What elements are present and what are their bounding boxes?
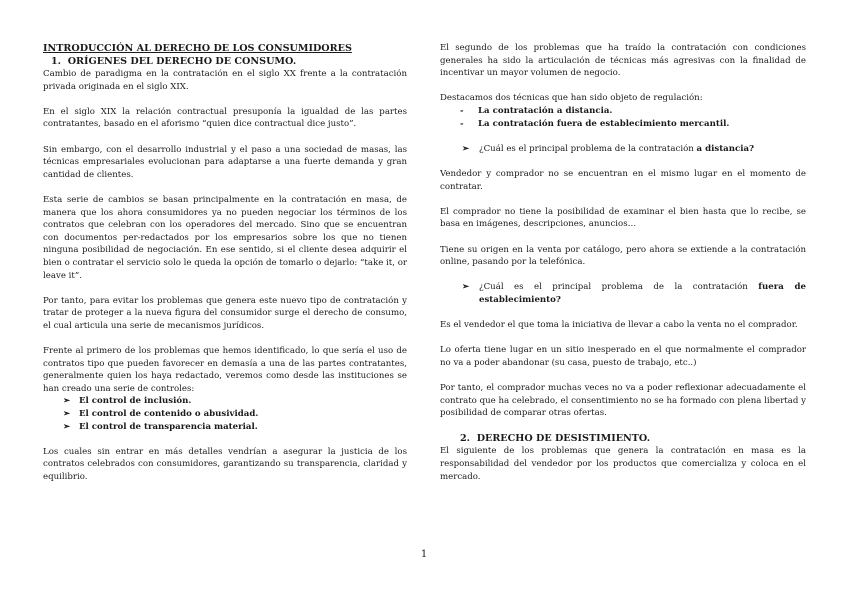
arrow-bullet-icon: ➢ (462, 143, 470, 154)
paragraph-controls-summary: Los cuales sin entrar en más detalles vendrían a asegurar la justicia de los contratos celebrados con consumidores, garantizando su transparencia, claridad y equilibrio. (43, 446, 407, 482)
dash-bullet: - (460, 105, 464, 116)
paragraph-no-reflection: Por tanto, el comprador muchas veces no va a poder reflexionar adecuadamente el contrato que ha celebrado, el consentimiento no se ha formado con plena libertad y posibilidad de comparar otras ofertas. (440, 383, 806, 419)
section-2-heading (440, 432, 806, 445)
section-1-title: ORÍGENES DEL DERECHO DE CONSUMO. (67, 56, 297, 67)
paragraph-industrial-development: Sin embargo, con el desarrollo industrial y el paso a una sociedad de masas, las técnicas empresariales evolucionan para adaptarse a una fuerte demanda y gran cantidad de clientes. (43, 144, 407, 180)
paragraph-seller-initiative: Es el vendedor el que toma la iniciativa de llevar a cabo la venta no el comprador. (440, 320, 798, 331)
paragraph-consumer-law: Por tanto, para evitar los problemas que genera este nuevo tipo de contratación y tratar de proteger a la nueva figura del consumidor surge el derecho de consumo, el cual articula una serie de mecanismos jurídicos. (43, 295, 407, 331)
paragraph-seller-responsibility: El siguiente de los problemas que genera la contratación en masa es la responsabilidad del vendedor por los productos que comercializa y coloca en el mercado. (440, 446, 806, 482)
paragraph-techniques-intro: Destacamos dos técnicas que han sido objeto de regulación: (440, 93, 703, 104)
arrow-bullet-icon: ➢ (63, 409, 71, 420)
list-item: ➢ El control de contenido o abusividad. (63, 409, 259, 420)
question-off-premises: ➢ ¿Cuál es el principal problema de la contratación fuera de establecimiento? (462, 282, 806, 305)
arrow-bullet-icon: ➢ (63, 421, 71, 432)
section-2-title: DERECHO DE DESISTIMIENTO. (476, 433, 651, 445)
arrow-bullet-icon: ➢ (63, 396, 71, 407)
section-1-number: 1. (51, 56, 62, 67)
paragraph-not-same-place: Vendedor y comprador no se encuentran en el mismo lugar en el momento de contratar. (440, 168, 806, 192)
techniques-list (440, 105, 806, 130)
dash-bullet: - (460, 118, 464, 129)
section-2-number: 2. (460, 433, 471, 445)
document-title: INTRODUCCIÓN AL DERECHO DE LOS CONSUMIDORES (43, 43, 352, 54)
paragraph-cannot-examine: El comprador no tiene la posibilidad de examinar el bien hasta que lo recibe, se basa en imágenes, descripciones, anuncios… (440, 206, 806, 230)
paragraph-xix-century: En el siglo XIX la relación contractual presuponía la igualdad de las partes contratantes, basado en el aforismo “quien dice contractual dice justo”. (43, 106, 407, 130)
right-column (440, 42, 806, 496)
section-1-heading (43, 55, 407, 68)
paragraph-catalog-origin: Tiene su origen en la venta por catálogo, pero ahora se extiende a la contratación online, pasando por la telefónica. (440, 244, 806, 268)
list-item: ➢ El control de transparencia material. (63, 421, 258, 432)
page-number: 1 (420, 549, 428, 560)
list-item: ➢ El control de inclusión. (63, 396, 192, 407)
list-item: - La contratación a distancia. (460, 105, 613, 116)
paragraph-controls-intro: Frente al primero de los problemas que hemos identificado, lo que sería el uso de contratos tipo que pueden favorecer en demasía a una de las partes contratantes, generalmente quien los haya redactado, veremos como desde las instituciones se han creado una serie de controles: (43, 346, 407, 394)
list-item: - La contratación fuera de establecimiento mercantil. (460, 118, 730, 129)
arrow-bullet-icon: ➢ (462, 282, 470, 293)
left-column (43, 42, 407, 496)
paragraph-second-problem: El segundo de los problemas que ha traído la contratación con condiciones generales ha sido la articulación de técnicas más agresivas con la finalidad de incentivar un mayor volumen de negocio. (440, 43, 806, 79)
paragraph-unexpected-place: Lo oferta tiene lugar en un sitio inesperado en el que normalmente el comprador no va a poder abandonar (su casa, puesto de trabajo, etc..) (440, 345, 806, 368)
question-distance-contracting: ➢ ¿Cuál es el principal problema de la contratación a distancia? (462, 143, 755, 154)
controls-list (43, 395, 407, 433)
paragraph-mass-contracting: Esta serie de cambios se basan principalmente en la contratación en masa, de manera que los ahora consumidores ya no pueden negociar los términos de los contratos que celebran con los operadores del mercado. Sino que se encuentran con documentos per-redactados por los empresarios sobre los que no tienen ninguna posibilidad de negociación. En ese sentido, si el cliente desea adquirir el bien o contratar el servicio solo le queda la opción de tomarlo o dejarlo: “take it, or leave it”. (43, 194, 407, 281)
paragraph-paradigm-change: Cambio de paradigma en la contratación en el siglo XX frente a la contratación privada originada en el siglo XIX. (43, 69, 407, 92)
